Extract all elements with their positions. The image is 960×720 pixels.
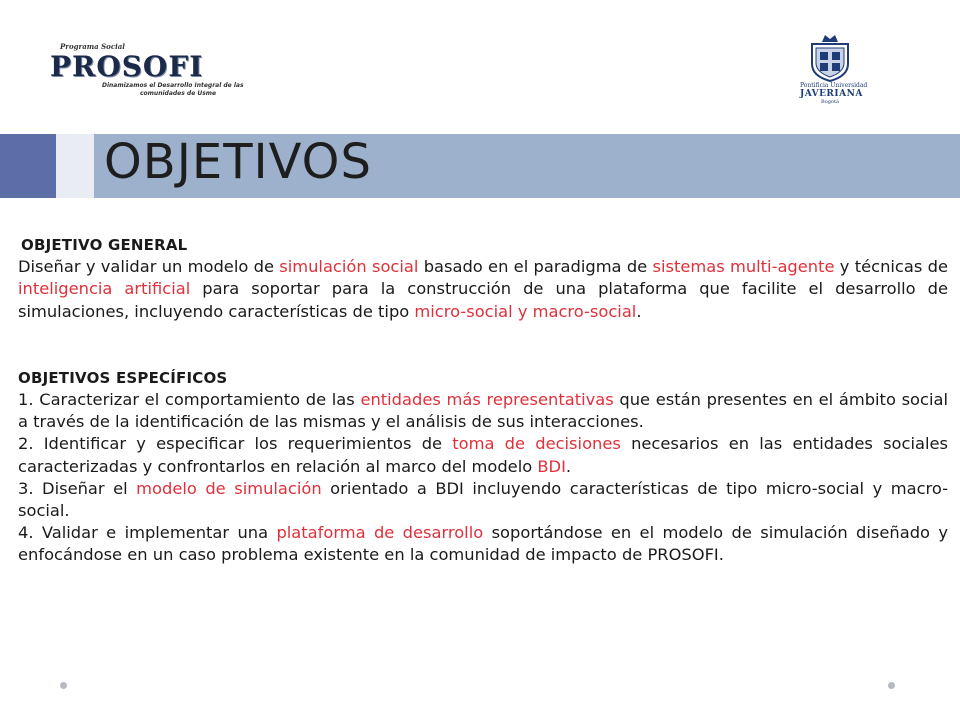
- body-text: orientado a BDI incluyendo características de tipo micro-social y macro-social.: [18, 478, 948, 521]
- body-text: Diseñar y validar un modelo de: [18, 257, 280, 277]
- highlighted-text: BDI: [537, 456, 566, 476]
- body-text: 2. Identificar y especificar los requerimientos de: [18, 434, 453, 454]
- body-text: necesarios en las entidades sociales caracterizadas y confrontarlos en relación al marco del modelo: [18, 434, 948, 476]
- body-text: 4. Validar e implementar una: [18, 523, 277, 543]
- highlighted-text: inteligencia artificial: [18, 279, 191, 299]
- highlighted-text: toma de decisiones: [452, 434, 621, 454]
- page-title: OBJETIVOS: [104, 134, 372, 190]
- body-text: .: [636, 301, 642, 321]
- body-text: basado en el paradigma de: [418, 257, 653, 277]
- specific-item: [18, 433, 948, 477]
- highlighted-text: micro-social y macro-social: [414, 301, 637, 321]
- prosofi-logo: [48, 42, 244, 104]
- logo-small-text: Programa Social: [60, 42, 125, 51]
- general-heading: OBJETIVO GENERAL: [21, 236, 188, 254]
- logo-right-line3: Bogotá: [821, 99, 839, 105]
- javeriana-logo: [800, 32, 868, 122]
- body-text: soportándose en el modelo de simulación diseñado y enfocándose en un caso problema existente en la comunidad de impacto de PROSOFI.: [18, 523, 948, 565]
- specific-item: [18, 522, 948, 566]
- highlighted-text: plataforma de desarrollo: [276, 523, 484, 543]
- logo-right-line2: JAVERIANA: [800, 89, 863, 99]
- specific-list: [18, 389, 948, 567]
- bullet-dot-right: [888, 682, 895, 689]
- body-text: 1. Caracterizar el comportamiento de las: [18, 390, 361, 410]
- general-paragraph: [18, 256, 948, 323]
- title-accent-block: [0, 134, 56, 198]
- body-text: que están presentes en el ámbito social a través de la identificación de las mismas y el análisis de sus interacciones.: [18, 390, 948, 432]
- body-text: 3. Diseñar el: [18, 478, 137, 498]
- specific-item: [18, 389, 948, 433]
- javeriana-crest-icon: [808, 32, 852, 82]
- body-text: .: [565, 456, 572, 476]
- title-gap-block: [56, 134, 94, 198]
- logo-brand: PROSOFI: [50, 50, 204, 83]
- highlighted-text: simulación social: [279, 257, 419, 277]
- bullet-dot-left: [60, 682, 67, 689]
- content-body: [18, 234, 948, 567]
- body-text: y técnicas de: [834, 257, 948, 277]
- logo-tagline-1: Dinamizamos el Desarrollo Integral de las: [102, 82, 244, 89]
- specific-heading: OBJETIVOS ESPECÍFICOS: [18, 368, 228, 387]
- logo-right-line1: Pontificia Universidad: [800, 82, 868, 89]
- logo-tagline-2: comunidades de Usme: [140, 90, 217, 97]
- specific-item: [18, 478, 948, 522]
- highlighted-text: entidades más representativas: [360, 390, 614, 410]
- body-text: para soportar para la construcción de una plataforma que facilite el desarrollo de simulaciones, incluyendo características de tipo: [18, 279, 948, 321]
- spacer: [18, 323, 948, 367]
- highlighted-text: modelo de simulación: [136, 478, 322, 498]
- highlighted-text: sistemas multi-agente: [652, 257, 835, 277]
